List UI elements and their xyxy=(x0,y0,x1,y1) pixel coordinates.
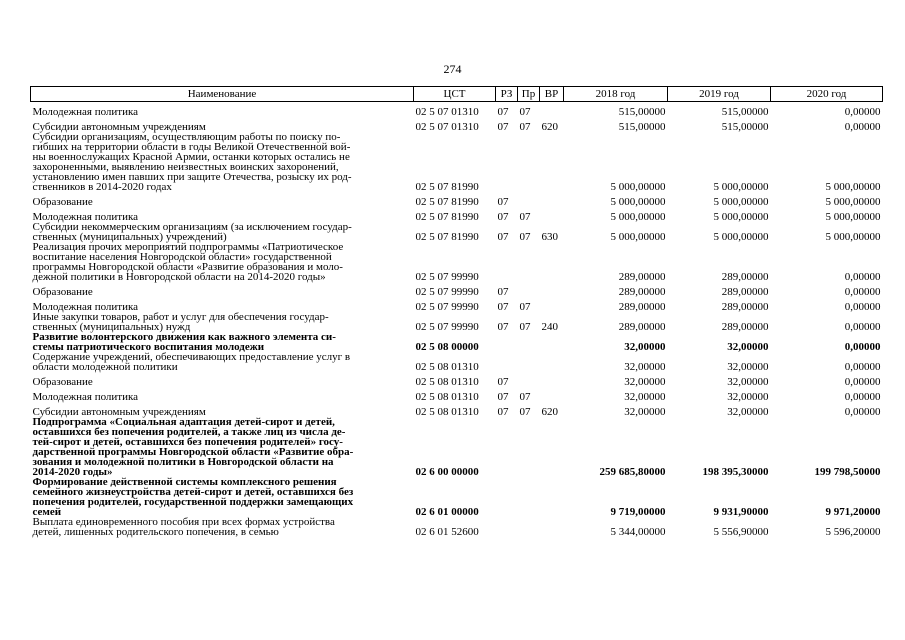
row-pr xyxy=(518,332,540,352)
row-cst: 02 5 08 01310 xyxy=(415,391,479,403)
row-name-line: Развитие волонтерского движения как важного элемента си- xyxy=(32,331,336,343)
row-vr xyxy=(540,417,564,477)
table-row xyxy=(31,517,883,537)
page-number: 274 xyxy=(443,62,462,76)
row-vr: 620 xyxy=(541,121,558,133)
table-row xyxy=(31,222,883,242)
row-name-line: Молодежная политика xyxy=(32,211,139,223)
row-pr xyxy=(518,517,540,537)
table-row xyxy=(31,372,883,387)
header-vr: ВР xyxy=(540,87,564,102)
row-pr xyxy=(518,477,540,517)
row-rz: 07 xyxy=(497,196,509,208)
header-pr: Пр xyxy=(518,87,540,102)
row-2020: 0,00000 xyxy=(844,271,881,283)
header-row xyxy=(31,87,883,102)
row-rz: 07 xyxy=(497,121,509,133)
row-cst: 02 5 07 01310 xyxy=(415,121,479,133)
row-rz: 07 xyxy=(497,406,509,418)
row-name xyxy=(31,117,414,132)
row-name-line: дарственной программы Новгородской области «Развитие обра- xyxy=(32,446,354,458)
row-2019: 198 395,30000 xyxy=(702,466,769,478)
row-name xyxy=(31,402,414,417)
table-row xyxy=(31,242,883,282)
row-2020: 5 000,00000 xyxy=(825,196,881,208)
row-name xyxy=(31,132,414,192)
table-row xyxy=(31,192,883,207)
table-row xyxy=(31,332,883,352)
row-name-line: тей-сирот и детей, оставшихся без попечения родителей» госу- xyxy=(32,436,343,448)
row-name xyxy=(31,207,414,222)
row-name-line: попечения родителей, государственной поддержки замещающих xyxy=(32,496,354,508)
row-pr: 07 xyxy=(519,391,531,403)
row-cst: 02 5 07 99990 xyxy=(415,321,479,333)
row-name-line: семей xyxy=(32,506,62,518)
table-row xyxy=(31,282,883,297)
row-vr xyxy=(540,387,564,402)
budget-table xyxy=(30,86,883,537)
row-cst: 02 5 07 99990 xyxy=(415,271,479,283)
row-2019: 5 556,90000 xyxy=(713,526,769,538)
row-2018: 5 000,00000 xyxy=(610,231,666,243)
row-name-line: Реализация прочих мероприятий подпрограммы «Патриотическое xyxy=(32,241,344,253)
table-row xyxy=(31,102,883,118)
row-name-line: области молодежной политики xyxy=(32,361,178,373)
header-2018: 2018 год xyxy=(564,87,668,102)
row-pr xyxy=(518,192,540,207)
row-name-line: Субсидии автономным учреждениям xyxy=(32,121,206,133)
row-rz: 07 xyxy=(497,286,509,298)
row-cst: 02 5 07 01310 xyxy=(415,106,479,118)
row-cst: 02 5 07 81990 xyxy=(415,211,479,223)
row-name-line: ственников в 2014-2020 годах xyxy=(32,181,172,193)
row-2018: 9 719,00000 xyxy=(610,506,666,518)
row-cst: 02 6 00 00000 xyxy=(415,466,479,478)
row-vr xyxy=(540,372,564,387)
row-2019: 5 000,00000 xyxy=(713,196,769,208)
row-vr xyxy=(540,352,564,372)
row-2018: 5 000,00000 xyxy=(610,211,666,223)
row-cst: 02 5 07 81990 xyxy=(415,181,479,193)
table-row xyxy=(31,352,883,372)
row-2018: 515,00000 xyxy=(618,106,666,118)
row-name-line: Формирование действенной системы комплексного решения xyxy=(32,476,337,488)
row-name-line: дежной политики в Новгородской области на 2014-2020 годы» xyxy=(32,271,326,283)
row-name-line: Образование xyxy=(32,286,93,298)
row-name xyxy=(31,517,414,537)
row-name xyxy=(31,417,414,477)
row-name-line: захороненными, выявлению неизвестных воинских захоронений, xyxy=(32,161,339,173)
row-name-line: ственных (муниципальных) нужд xyxy=(32,321,191,333)
row-2018: 5 344,00000 xyxy=(610,526,666,538)
row-name xyxy=(31,372,414,387)
row-cst: 02 5 08 00000 xyxy=(415,341,479,353)
header-2020: 2020 год xyxy=(771,87,883,102)
row-rz: 07 xyxy=(497,376,509,388)
row-2019: 515,00000 xyxy=(721,121,769,133)
row-pr: 07 xyxy=(519,231,531,243)
row-name-line: ны военнослужащих Красной Армии, останки которых остались не xyxy=(32,151,350,163)
table-row xyxy=(31,312,883,332)
row-rz xyxy=(496,417,518,477)
row-2020: 0,00000 xyxy=(844,106,881,118)
row-name xyxy=(31,477,414,517)
row-name-line: Образование xyxy=(32,196,93,208)
row-vr: 620 xyxy=(541,406,558,418)
row-name-line: 2014-2020 годы» xyxy=(32,466,113,478)
row-name-line: Содержание учреждений, обеспечивающих предоставление услуг в xyxy=(32,351,351,363)
row-2019: 5 000,00000 xyxy=(713,211,769,223)
row-name-line: Образование xyxy=(32,376,93,388)
row-name-line: установлению имен павших при защите Отечества, розыску их род- xyxy=(32,171,352,183)
row-2020: 5 000,00000 xyxy=(825,181,881,193)
row-name xyxy=(31,352,414,372)
row-2018: 32,00000 xyxy=(624,341,666,353)
row-cst: 02 5 08 01310 xyxy=(415,406,479,418)
row-name xyxy=(31,297,414,312)
row-2019: 32,00000 xyxy=(727,391,769,403)
row-pr xyxy=(518,372,540,387)
row-name xyxy=(31,282,414,297)
row-pr: 07 xyxy=(519,211,531,223)
row-name-line: Иные закупки товаров, работ и услуг для обеспечения государ- xyxy=(32,311,329,323)
row-2019: 289,00000 xyxy=(721,321,769,333)
row-name-line: ственных (муниципальных) учреждений) xyxy=(32,231,227,243)
row-2020: 0,00000 xyxy=(844,286,881,298)
row-2018: 32,00000 xyxy=(624,376,666,388)
row-2019: 32,00000 xyxy=(727,361,769,373)
row-name-line: детей, лишенных родительского попечения, в семью xyxy=(32,526,279,538)
row-pr: 07 xyxy=(519,321,531,333)
table-row xyxy=(31,132,883,192)
row-vr xyxy=(540,132,564,192)
row-2019: 289,00000 xyxy=(721,286,769,298)
row-name xyxy=(31,102,414,118)
row-2018: 289,00000 xyxy=(618,301,666,313)
row-rz xyxy=(496,477,518,517)
row-pr xyxy=(518,417,540,477)
row-2020: 199 798,50000 xyxy=(814,466,881,478)
row-name-line: оставшихся без попечения родителей, а также лиц из числа де- xyxy=(32,426,346,438)
row-name-line: Молодежная политика xyxy=(32,106,139,118)
row-2019: 289,00000 xyxy=(721,271,769,283)
row-pr: 07 xyxy=(519,121,531,133)
row-pr xyxy=(518,242,540,282)
row-rz: 07 xyxy=(497,106,509,118)
row-rz: 07 xyxy=(497,391,509,403)
row-name-line: Молодежная политика xyxy=(32,301,139,313)
row-2020: 0,00000 xyxy=(844,121,881,133)
row-name xyxy=(31,312,414,332)
row-cst: 02 5 08 01310 xyxy=(415,376,479,388)
table-body xyxy=(31,102,883,538)
row-rz: 07 xyxy=(497,321,509,333)
row-2018: 5 000,00000 xyxy=(610,196,666,208)
table-row xyxy=(31,402,883,417)
row-name-line: Субсидии автономным учреждениям xyxy=(32,406,206,418)
row-cst: 02 6 01 00000 xyxy=(415,506,479,518)
row-2019: 32,00000 xyxy=(727,406,769,418)
table-row xyxy=(31,387,883,402)
row-cst: 02 5 08 01310 xyxy=(415,361,479,373)
row-2018: 289,00000 xyxy=(618,286,666,298)
row-2019: 289,00000 xyxy=(721,301,769,313)
row-name xyxy=(31,387,414,402)
header-cst: ЦСТ xyxy=(414,87,496,102)
row-name xyxy=(31,222,414,242)
row-2020: 0,00000 xyxy=(844,406,881,418)
row-2018: 259 685,80000 xyxy=(599,466,666,478)
row-name-line: гибших на территории области в годы Великой Отечественной вой- xyxy=(32,141,351,153)
row-name-line: программы Новгородской области «Развитие образования и моло- xyxy=(32,261,343,273)
table-row xyxy=(31,207,883,222)
row-pr: 07 xyxy=(519,106,531,118)
table-row xyxy=(31,477,883,517)
row-2019: 9 931,90000 xyxy=(713,506,769,518)
row-vr xyxy=(540,517,564,537)
row-name-line: Молодежная политика xyxy=(32,391,139,403)
row-2019: 32,00000 xyxy=(727,376,769,388)
row-2020: 0,00000 xyxy=(844,376,881,388)
row-name-line: Подпрограмма «Социальная адаптация детей-сирот и детей, xyxy=(32,416,335,428)
row-vr xyxy=(540,282,564,297)
row-2018: 515,00000 xyxy=(618,121,666,133)
row-2019: 5 000,00000 xyxy=(713,181,769,193)
row-rz: 07 xyxy=(497,231,509,243)
row-2020: 5 000,00000 xyxy=(825,211,881,223)
row-vr xyxy=(540,332,564,352)
row-cst: 02 5 07 81990 xyxy=(415,231,479,243)
row-2020: 5 596,20000 xyxy=(825,526,881,538)
row-rz xyxy=(496,132,518,192)
header-name: Наименование xyxy=(31,87,414,102)
row-2020: 0,00000 xyxy=(844,301,881,313)
row-name xyxy=(31,242,414,282)
row-vr xyxy=(540,242,564,282)
row-name-line: семейного жизнеустройства детей-сирот и детей, оставшихся без xyxy=(32,486,354,498)
row-rz xyxy=(496,517,518,537)
row-rz xyxy=(496,332,518,352)
row-name-line: воспитание населения Новгородской области» государственной xyxy=(32,251,332,263)
row-cst: 02 5 07 99990 xyxy=(415,301,479,313)
row-2018: 289,00000 xyxy=(618,321,666,333)
row-rz xyxy=(496,352,518,372)
row-2019: 515,00000 xyxy=(721,106,769,118)
row-rz xyxy=(496,242,518,282)
header-rz: РЗ xyxy=(496,87,518,102)
row-pr: 07 xyxy=(519,301,531,313)
row-rz: 07 xyxy=(497,301,509,313)
row-pr xyxy=(518,282,540,297)
header-2019: 2019 год xyxy=(668,87,771,102)
row-vr: 240 xyxy=(541,321,558,333)
row-2019: 32,00000 xyxy=(727,341,769,353)
row-name xyxy=(31,192,414,207)
row-name-line: стемы патриотического воспитания молодежи xyxy=(32,341,265,353)
table-row xyxy=(31,117,883,132)
row-2020: 0,00000 xyxy=(844,391,881,403)
row-vr xyxy=(540,207,564,222)
row-name xyxy=(31,332,414,352)
row-pr xyxy=(518,132,540,192)
row-2020: 0,00000 xyxy=(844,361,881,373)
row-2019: 5 000,00000 xyxy=(713,231,769,243)
row-name-line: Субсидии некоммерческим организациям (за исключением государ- xyxy=(32,221,352,233)
row-vr xyxy=(540,192,564,207)
row-2018: 32,00000 xyxy=(624,406,666,418)
row-cst: 02 6 01 52600 xyxy=(415,526,479,538)
table-row xyxy=(31,297,883,312)
row-2020: 0,00000 xyxy=(844,341,881,353)
row-2020: 9 971,20000 xyxy=(825,506,881,518)
row-pr: 07 xyxy=(519,406,531,418)
row-2018: 289,00000 xyxy=(618,271,666,283)
row-cst: 02 5 07 81990 xyxy=(415,196,479,208)
table-row xyxy=(31,417,883,477)
row-vr: 630 xyxy=(541,231,558,243)
row-rz: 07 xyxy=(497,211,509,223)
row-vr xyxy=(540,102,564,118)
row-vr xyxy=(540,477,564,517)
row-2020: 0,00000 xyxy=(844,321,881,333)
row-vr xyxy=(540,297,564,312)
row-2018: 5 000,00000 xyxy=(610,181,666,193)
row-pr xyxy=(518,352,540,372)
row-name-line: Выплата единовременного пособия при всех формах устройства xyxy=(32,516,335,528)
row-2020: 5 000,00000 xyxy=(825,231,881,243)
row-cst: 02 5 07 99990 xyxy=(415,286,479,298)
row-2018: 32,00000 xyxy=(624,361,666,373)
row-name-line: зования и молодежной политики в Новгородской области на xyxy=(32,456,334,468)
row-name-line: Субсидии организациям, осуществляющим работы по поиску по- xyxy=(32,131,341,143)
row-2018: 32,00000 xyxy=(624,391,666,403)
